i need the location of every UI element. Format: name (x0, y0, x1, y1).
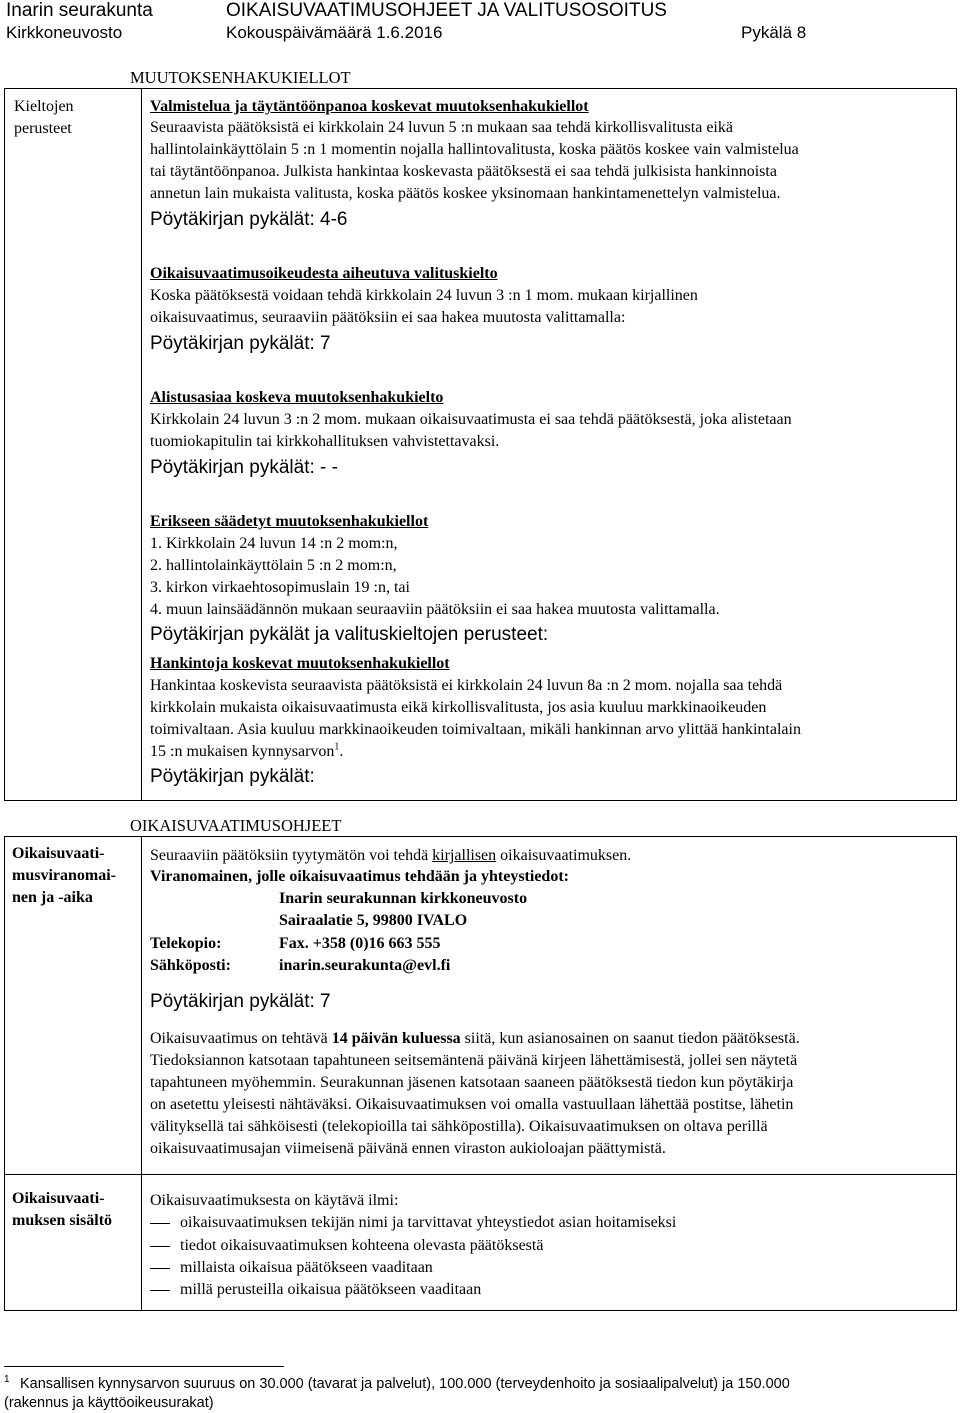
content-item-3: millaista oikaisua päätökseen vaaditaan (150, 1257, 433, 1279)
ohjeet-intro: Seuraaviin päätöksiin tyytymätön voi tehdä kirjallisen oikaisuvaatimuksen. (150, 847, 632, 864)
heading-alistusasia: Alistusasiaa koskeva muutoksenhakukielto (150, 389, 444, 406)
deadline-line-4: on asetettu yleisesti nähtäväksi. Oikaisuvaatimuksen voi omalla vastuullaan lähettää postitse, lähetin (150, 1096, 794, 1113)
side-label-sisalto: Oikaisuvaati- muksen sisältö (12, 1190, 113, 1229)
section-title-oikaisuvaatimusohjeet: OIKAISUVAATIMUSOHJEET (130, 816, 342, 835)
valmistelu-line-3: tai täytäntöönpanoa. Julkista hankintaa koskevasta päätöksestä ei saa tehdä julkisista hankinnoista (150, 163, 777, 180)
dash-bullet (150, 1246, 170, 1247)
deadline-line-6: oikaisuvaatimusajan viimeisenä päivänä ennen viraston aukioloajan päättymistä. (150, 1140, 666, 1157)
fax-label: Telekopio: (150, 935, 222, 952)
ohjeet-pykalat: Pöytäkirjan pykälät: 7 (150, 991, 331, 1012)
hankinnat-line-4: 15 :n mukaisen kynnysarvon$^1$. (150, 741, 344, 760)
column-divider-2 (141, 836, 142, 1310)
content-item-2: tiedot oikaisuvaatimuksen kohteena olevasta päätöksestä (150, 1235, 543, 1257)
deadline-line-3: tapahtuneen myöhemmin. Seurakunnan jäsenen katsotaan saaneen päätöksestä tiedon kun pöytäkirja (150, 1074, 794, 1091)
content-item-4: millä perusteilla oikaisua päätökseen vaaditaan (150, 1279, 481, 1301)
section-title-muutoksenhakukiellot: MUUTOKSENHAKUKIELLOT (130, 68, 351, 87)
oikaisuvaatimus-pykalat: Pöytäkirjan pykälät: 7 (150, 333, 331, 354)
email-label: Sähköposti: (150, 957, 231, 974)
footnote-ref: 1 (334, 741, 340, 753)
deadline-line-2: Tiedoksiannon katsotaan tapahtuneen seitsemäntenä päivänä kirjeen lähettämisestä, jollei sen näytetä (150, 1052, 798, 1069)
alistus-line-1: Kirkkolain 24 luvun 3 :n 2 mom. mukaan oikaisuvaatimusta ei saa tehdä päätöksestä, joka alistetaan (150, 411, 792, 428)
hankinnat-line-1: Hankintaa koskevista seuraavista päätöksistä ei kirkkolain 24 luvun 8a :n 2 mom. nojalla saa tehdä (150, 677, 783, 694)
erikseen-item-1: 1. Kirkkolain 24 luvun 14 :n 2 mom:n, (150, 535, 398, 552)
fax-value: Fax. +358 (0)16 663 555 (279, 935, 441, 952)
heading-erikseen-saadetyt: Erikseen säädetyt muutoksenhakukiellot (150, 513, 429, 530)
authority-name: Inarin seurakunnan kirkkoneuvosto (279, 890, 528, 907)
content-intro: Oikaisuvaatimuksesta on käytävä ilmi: (150, 1192, 399, 1209)
row-divider (4, 1174, 956, 1175)
footnote-rule (4, 1366, 284, 1367)
valmistelu-pykalat: Pöytäkirjan pykälät: 4-6 (150, 209, 348, 230)
side-label-kieltojen-perusteet: Kieltojen perusteet (14, 98, 74, 137)
heading-valmistelu: Valmistelua ja täytäntöönpanoa koskevat muutoksenhakukiellot (150, 98, 589, 115)
hankinnat-line-3: toimivaltaan. Asia kuuluu markkinaoikeuden toimivaltaan, mikäli hankinnan arvo ylittää hankintalain (150, 721, 801, 738)
meeting-date: Kokouspäivämäärä 1.6.2016 (226, 23, 443, 42)
section-number: Pykälä 8 (741, 23, 807, 42)
dash-bullet (150, 1290, 170, 1291)
valmistelu-line-1: Seuraavista päätöksistä ei kirkkolain 24 luvun 5 :n mukaan saa tehdä kirkollisvalitusta eikä (150, 119, 733, 136)
footnote-number: 1 (4, 1374, 10, 1386)
email-value: inarin.seurakunta@evl.fi (279, 957, 451, 974)
valmistelu-line-4: annetun lain mukaista valitusta, koska päätös koskee yksinomaan hankintamenettelyn valmistelua. (150, 185, 781, 202)
dash-bullet (150, 1268, 170, 1269)
dash-bullet (150, 1223, 170, 1224)
erikseen-pykalat: Pöytäkirjan pykälät ja valituskieltojen perusteet: (150, 624, 549, 645)
content-item-1: oikaisuvaatimuksen tekijän nimi ja tarvittavat yhteystiedot asian hoitamiseksi (150, 1212, 676, 1234)
document-title: OIKAISUVAATIMUSOHJEET JA VALITUSOSOITUS (226, 0, 667, 21)
authority-address: Sairaalatie 5, 99800 IVALO (279, 912, 468, 929)
column-divider (141, 88, 142, 800)
alistus-line-2: tuomiokapitulin tai kirkkohallituksen vahvistettavaksi. (150, 433, 500, 450)
footnote-line-1: Kansallisen kynnysarvon suuruus on 30.000 (tavarat ja palvelut), 100.000 (terveydenhoito ja sosiaalipalvelut) ja 150.000 (20, 1376, 790, 1392)
side-label-viranomainen-aika: Oikaisuvaati- musviranomai- nen ja -aika (12, 845, 116, 906)
body-name: Kirkkoneuvosto (6, 23, 123, 42)
hankinnat-line-2: kirkkolain mukaista oikaisuvaatimusta eikä kirkollisvalitusta, jos asia kuuluu markkinaoikeuden (150, 699, 767, 716)
oikaisuvaatimus-line-2: oikaisuvaatimus, seuraaviin päätöksiin ei saa hakea muutosta valittamalla: (150, 309, 626, 326)
oikaisuvaatimus-line-1: Koska päätöksestä voidaan tehdä kirkkolain 24 luvun 3 :n 1 mom. mukaan kirjallinen (150, 287, 698, 304)
deadline-line-5: välityksellä tai sähköisesti (telekopioilla tai sähköpostilla). Oikaisuvaatimuksen on oltava perillä (150, 1118, 768, 1135)
org-name: Inarin seurakunta (6, 0, 153, 21)
heading-hankinnat: Hankintoja koskevat muutoksenhakukiellot (150, 655, 450, 672)
alistus-pykalat: Pöytäkirjan pykälät: - - (150, 457, 338, 478)
heading-oikaisuvaatimusoikeus: Oikaisuvaatimusoikeudesta aiheutuva valituskielto (150, 265, 498, 282)
footnote-line-2: (rakennus ja käyttöoikeusurakat) (4, 1395, 214, 1411)
erikseen-item-2: 2. hallintolainkäyttölain 5 :n 2 mom:n, (150, 557, 397, 574)
authority-heading: Viranomainen, jolle oikaisuvaatimus tehdään ja yhteystiedot: (150, 868, 569, 885)
deadline-line-1: Oikaisuvaatimus on tehtävä 14 päivän kuluessa siitä, kun asianosainen on saanut tiedon päätöksestä. (150, 1030, 800, 1047)
hankinnat-pykalat: Pöytäkirjan pykälät: (150, 766, 315, 787)
valmistelu-line-2: hallintolainkäyttölain 5 :n 1 momentin nojalla hallintovalitusta, koska päätös koskee vain valmistelua (150, 141, 799, 158)
erikseen-item-4: 4. muun lainsäädännön mukaan seuraaviin päätöksiin ei saa hakea muutosta valittamalla. (150, 601, 720, 618)
erikseen-item-3: 3. kirkon virkaehtosopimuslain 19 :n, tai (150, 579, 410, 596)
